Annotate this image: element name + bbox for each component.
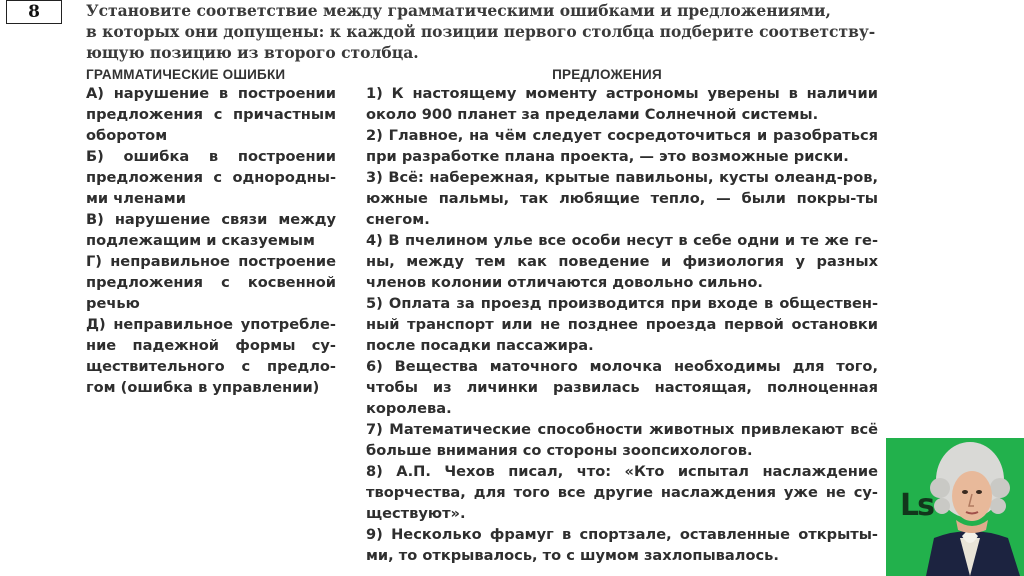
error-item: Б) ошибка в построении предложения с однородны-ми членами — [86, 148, 336, 207]
instruction-line: ющую позицию из второго столбца. — [86, 43, 419, 62]
sentence-item: 5) Оплата за проезд производится при входе в обществен-ный транспорт или не позднее проезда первой остановки после посадки пассажира. — [366, 295, 878, 354]
sentences-header: ПРЕДЛОЖЕНИЯ — [552, 67, 662, 82]
task-instruction — [86, 0, 886, 63]
instruction-line: в которых они допущены: к каждой позиции первого столбца подберите соответству- — [86, 22, 876, 41]
sentence-item: 2) Главное, на чём следует сосредоточиться и разобраться при разработке плана проекта, — это возможные риски. — [366, 127, 878, 165]
error-item: Г) неправильное построение предложения с косвенной речью — [86, 253, 336, 312]
sentence-item: 3) Всё: набережная, крытые павильоны, кусты олеанд-ров, южные пальмы, так любящие тепло, — были покры-ты снегом. — [366, 169, 878, 228]
sentence-item: 9) Несколько фрамуг в спортзале, оставленные открыты-ми, то открывалось, то с шумом захлопывалось. — [366, 526, 878, 564]
school-logo-panel — [886, 438, 1024, 576]
instruction-line: Установите соответствие между грамматическими ошибками и предложениями, — [86, 1, 831, 20]
sentence-item: 6) Вещества маточного молочка необходимы для того, чтобы из личинки развилась настоящая, полноценная королева. — [366, 358, 878, 417]
errors-column — [86, 67, 336, 398]
errors-header: ГРАММАТИЧЕСКИЕ ОШИБКИ — [86, 67, 286, 82]
logo-mark: Ls — [900, 488, 933, 523]
error-item: В) нарушение связи между подлежащим и сказуемым — [86, 211, 336, 249]
sentence-item: 7) Математические способности животных привлекают всё больше внимания со стороны зоопсихологов. — [366, 421, 878, 459]
sentence-item: 1) К настоящему моменту астрономы уверены в наличии около 900 планет за пределами Солнечной системы. — [366, 85, 878, 123]
errors-list — [86, 83, 336, 398]
task-number: 8 — [6, 0, 62, 24]
sentence-item: 4) В пчелином улье все особи несут в себе одни и те же ге-ны, между тем как поведение и физиология у разных членов колонии отличаются довольно сильно. — [366, 232, 878, 291]
sentence-item: 8) А.П. Чехов писал, что: «Кто испытал наслаждение творчества, для того все другие наслаждения уже не су-ществуют». — [366, 463, 878, 522]
error-item: Д) неправильное употребле-ние падежной формы су-ществительного с предло-гом (ошибка в управлении) — [86, 316, 336, 396]
sentences-column — [366, 67, 878, 566]
sentences-list — [366, 83, 878, 566]
error-item: А) нарушение в построении предложения с причастным оборотом — [86, 85, 336, 144]
